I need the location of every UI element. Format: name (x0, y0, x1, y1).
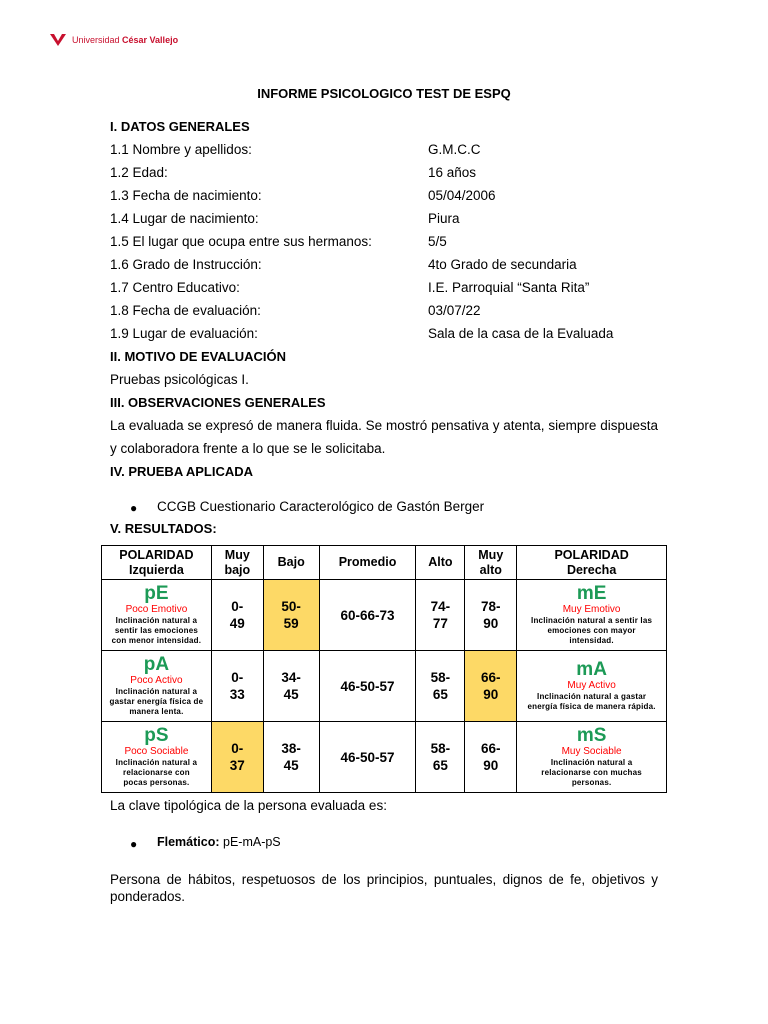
right-description: Inclinación natural a relacionarse con muchas personas. (541, 758, 642, 787)
tipo-descripcion: Persona de hábitos, respetuosos de los principios, puntuales, dignos de fe, objetivos y ponderados. (110, 872, 658, 904)
left-code: pA (143, 654, 170, 675)
header-bajo: Bajo (263, 546, 319, 580)
prueba-item: CCGB Cuestionario Caracterológico de Gastón Berger (157, 499, 485, 514)
right-code: mE (576, 583, 607, 604)
datos-label: 1.4 Lugar de nacimiento: (110, 211, 259, 226)
tipo-item (157, 835, 281, 849)
cell-alto: 74- 77 (416, 580, 465, 651)
left-description: Inclinación natural a relacionarse con pocas personas. (115, 758, 198, 787)
datos-value: 5/5 (428, 234, 447, 249)
cell-bajo: 34- 45 (263, 651, 319, 722)
right-description: Inclinación natural a sentir las emociones con mayor intensidad. (531, 616, 653, 645)
section-heading-motivo: II. MOTIVO DE EVALUACIÓN (110, 349, 286, 364)
datos-value: 4to Grado de secundaria (428, 257, 577, 272)
section-heading-datos: I. DATOS GENERALES (110, 119, 250, 134)
left-code: pS (144, 725, 169, 746)
university-logo (50, 33, 178, 47)
datos-label: 1.3 Fecha de nacimiento: (110, 188, 262, 203)
header-muy-alto: Muy alto (465, 546, 517, 580)
datos-label: 1.9 Lugar de evaluación: (110, 326, 258, 341)
section-heading-observaciones: III. OBSERVACIONES GENERALES (110, 395, 326, 410)
section-heading-prueba: IV. PRUEBA APLICADA (110, 464, 254, 479)
motivo-text: Pruebas psicológicas I. (110, 372, 249, 387)
right-polarity-cell (517, 580, 667, 651)
right-label: Muy Sociable (561, 746, 622, 757)
university-logo-icon (50, 33, 66, 47)
right-polarity-cell (517, 651, 667, 722)
datos-label: 1.7 Centro Educativo: (110, 280, 240, 295)
datos-value: I.E. Parroquial “Santa Rita” (428, 280, 590, 295)
datos-label: 1.5 El lugar que ocupa entre sus hermanos: (110, 234, 372, 249)
observaciones-text: La evaluada se expresó de manera fluida. Se mostró pensativa y atenta, siempre dispuesta y colaboradora frente a lo que se le solicitaba. (110, 418, 658, 456)
cell-bajo-highlighted: 50- 59 (263, 580, 319, 651)
tipo-label: Flemático: (157, 835, 220, 849)
left-polarity-cell (102, 580, 212, 651)
datos-label: 1.1 Nombre y apellidos: (110, 142, 252, 157)
datos-value: 16 años (428, 165, 477, 180)
left-label: Poco Sociable (124, 746, 189, 757)
left-code: pE (144, 583, 169, 604)
cell-promedio: 46-50-57 (319, 651, 416, 722)
datos-label: 1.8 Fecha de evaluación: (110, 303, 261, 318)
datos-label: 1.6 Grado de Instrucción: (110, 257, 262, 272)
tipo-value: pE-mA-pS (219, 835, 281, 849)
clave-text: La clave tipológica de la persona evaluada es: (110, 798, 387, 813)
bullet-icon: ● (130, 501, 138, 515)
bullet-icon: ● (130, 837, 138, 851)
header-promedio: Promedio (319, 546, 416, 580)
cell-muy-bajo: 0- 33 (211, 651, 263, 722)
left-polarity-cell (102, 722, 212, 793)
cell-muy-alto: 66- 90 (465, 722, 517, 793)
results-header-row (102, 546, 667, 580)
right-code: mA (576, 659, 607, 680)
university-logo-text: Universidad César Vallejo (72, 35, 179, 45)
right-description: Inclinación natural a gastar energía física de manera rápida. (527, 692, 656, 711)
results-row-sociabilidad (102, 722, 667, 793)
header-polaridad-derecha: POLARIDAD Derecha (517, 546, 667, 580)
cell-bajo: 38- 45 (263, 722, 319, 793)
section-heading-resultados: V. RESULTADOS: (110, 521, 217, 536)
left-polarity-cell (102, 651, 212, 722)
right-label: Muy Activo (567, 680, 616, 691)
right-polarity-cell (517, 722, 667, 793)
datos-value: 05/04/2006 (428, 188, 496, 203)
results-row-emotividad (102, 580, 667, 651)
cell-muy-bajo: 0- 49 (211, 580, 263, 651)
header-polaridad-izquierda: POLARIDAD Izquierda (102, 546, 212, 580)
right-code: mS (576, 725, 607, 746)
cell-promedio: 60-66-73 (319, 580, 416, 651)
results-row-actividad (102, 651, 667, 722)
cell-alto: 58- 65 (416, 722, 465, 793)
report-title: INFORME PSICOLOGICO TEST DE ESPQ (257, 86, 511, 101)
datos-value: 03/07/22 (428, 303, 481, 318)
datos-value: Sala de la casa de la Evaluada (428, 326, 614, 341)
cell-promedio: 46-50-57 (319, 722, 416, 793)
cell-muy-bajo-highlighted: 0- 37 (211, 722, 263, 793)
header-muy-bajo: Muy bajo (211, 546, 263, 580)
header-alto: Alto (416, 546, 465, 580)
cell-muy-alto-highlighted: 66- 90 (465, 651, 517, 722)
results-table (101, 545, 667, 793)
right-label: Muy Emotivo (562, 604, 621, 615)
left-description: Inclinación natural a gastar energía física de manera lenta. (109, 687, 204, 716)
cell-alto: 58- 65 (416, 651, 465, 722)
left-label: Poco Emotivo (125, 604, 188, 615)
datos-value: G.M.C.C (428, 142, 481, 157)
cell-muy-alto: 78- 90 (465, 580, 517, 651)
left-label: Poco Activo (130, 675, 183, 686)
left-description: Inclinación natural a sentir las emociones con menor intensidad. (111, 616, 202, 645)
datos-value: Piura (428, 211, 460, 226)
datos-label: 1.2 Edad: (110, 165, 168, 180)
